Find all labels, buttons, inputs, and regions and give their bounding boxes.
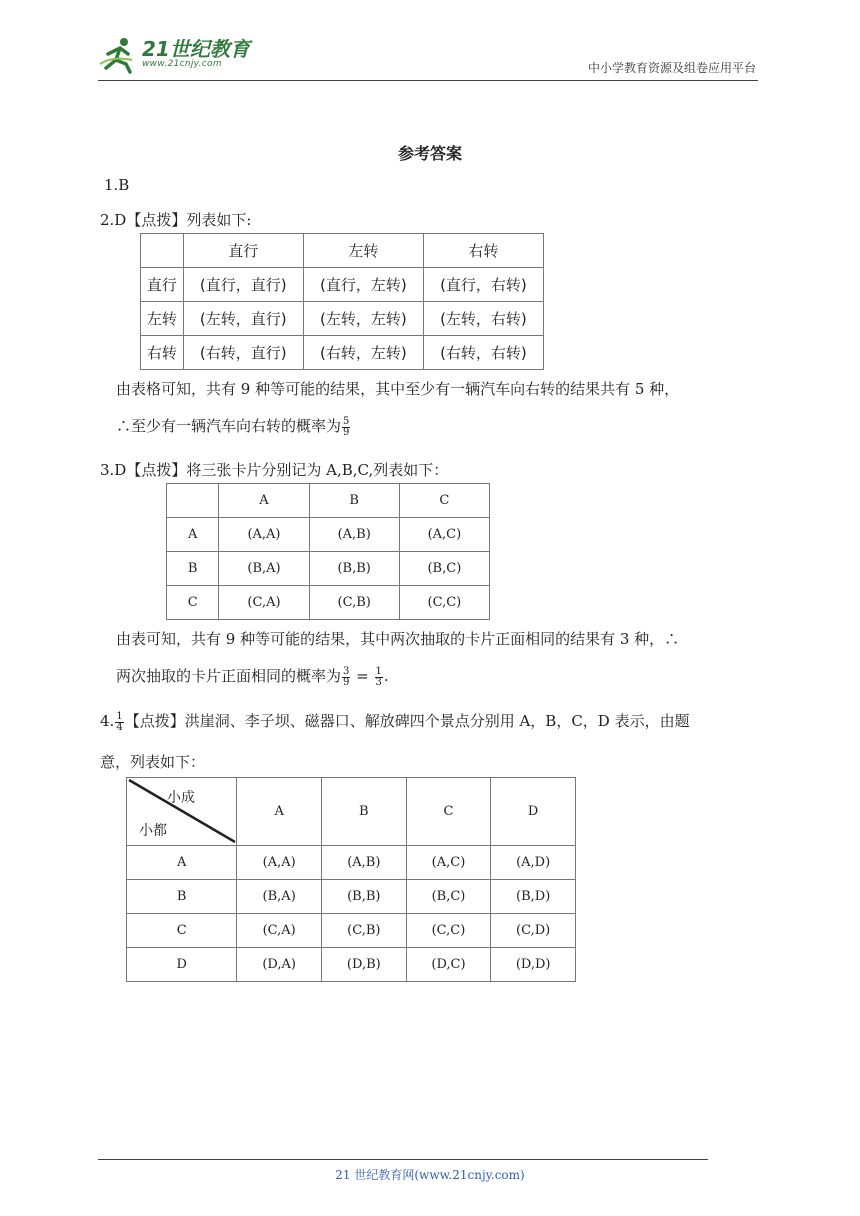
answer-3-conclusion <box>116 665 389 688</box>
table-cell: (B,D) <box>491 880 576 914</box>
period: . <box>383 667 389 685</box>
table-cell: (D,D) <box>491 948 576 982</box>
answer-2-explain: 由表格可知，共有 9 种等可能的结果，其中至少有一辆汽车向右转的结果共有 5 种， <box>116 380 680 398</box>
table-cell: A <box>127 846 237 880</box>
table-cell: (C,D) <box>491 914 576 948</box>
table-row <box>141 268 544 302</box>
table-cell: (A,B) <box>321 846 406 880</box>
header-tagline: 中小学教育资源及组卷应用平台 <box>587 61 756 75</box>
table-cell: (A,B) <box>309 518 399 552</box>
table-cell: 右转 <box>423 234 543 268</box>
table-cell: (D,A) <box>237 948 322 982</box>
answer-3-lead: 3.D【点拨】将三张卡片分别记为 A,B,C,列表如下： <box>100 461 449 479</box>
table-cell: (右转，直行) <box>183 336 303 370</box>
fraction-numerator: 5 <box>343 415 350 427</box>
table-cell: C <box>167 586 219 620</box>
fraction-denominator: 9 <box>343 676 350 688</box>
page-header <box>98 28 758 81</box>
table-cell: 直行 <box>183 234 303 268</box>
table-cell: 直行 <box>141 268 184 302</box>
table-cell: A <box>237 778 322 846</box>
table-cell: B <box>127 880 237 914</box>
table-row <box>167 586 490 620</box>
fraction-numerator: 1 <box>116 710 123 722</box>
table-row <box>167 552 490 586</box>
table-header-row <box>141 234 544 268</box>
table-header-row <box>167 484 490 518</box>
table-cell: (C,B) <box>309 586 399 620</box>
table-cell: (D,C) <box>406 948 491 982</box>
table-cell: (B,B) <box>309 552 399 586</box>
table-cell: (直行，直行) <box>183 268 303 302</box>
footer-link[interactable]: 21 世纪教育网(www.21cnjy.com) <box>335 1168 525 1182</box>
table-cell: (A,D) <box>491 846 576 880</box>
table-cell: B <box>309 484 399 518</box>
diagonal-header-cell <box>127 778 237 846</box>
table-cell: (D,B) <box>321 948 406 982</box>
table-cell: 右转 <box>141 336 184 370</box>
table-cell: A <box>219 484 309 518</box>
answer-4-lead-text: 【点拨】洪崖洞、李子坝、磁器口、解放碑四个景点分别用 A，B，C，D 表示，由题 <box>124 712 690 730</box>
logo <box>98 32 250 76</box>
fraction-numerator: 3 <box>343 665 350 677</box>
table-cell: (C,B) <box>321 914 406 948</box>
fraction <box>375 667 383 688</box>
answer-1: 1.B <box>104 176 130 194</box>
table-q3 <box>166 483 490 620</box>
fraction-numerator: 1 <box>375 665 382 677</box>
page-title: 参考答案 <box>397 144 462 163</box>
table-cell: (C,A) <box>237 914 322 948</box>
table-cell: C <box>127 914 237 948</box>
table-cell: (C,C) <box>406 914 491 948</box>
table-cell: (右转，左转) <box>303 336 423 370</box>
table-row <box>127 846 576 880</box>
table-cell <box>141 234 184 268</box>
answer-3-explain: 由表可知，共有 9 种等可能的结果，其中两次抽取的卡片正面相同的结果有 3 种，∴ <box>116 630 680 648</box>
table-cell: (B,C) <box>399 552 489 586</box>
table-cell: D <box>491 778 576 846</box>
table-cell: A <box>167 518 219 552</box>
runner-logo-icon <box>98 34 138 74</box>
answer-2-lead: 2.D【点拨】列表如下: <box>100 211 252 229</box>
fraction <box>342 667 350 688</box>
table-row <box>167 518 490 552</box>
table-cell: (左转，左转) <box>303 302 423 336</box>
table-row <box>141 302 544 336</box>
answer-4-lead <box>100 710 690 733</box>
table-cell: (C,C) <box>399 586 489 620</box>
table-row <box>127 914 576 948</box>
fraction-denominator: 9 <box>343 426 350 438</box>
table-cell: D <box>127 948 237 982</box>
logo-text: 21世纪教育 <box>142 37 250 61</box>
table-cell: C <box>399 484 489 518</box>
footer-divider <box>98 1159 708 1160</box>
answer-2-conclusion-text: ∴至少有一辆汽车向右转的概率为 <box>116 417 342 435</box>
fraction <box>115 712 123 733</box>
table-q2 <box>140 233 544 370</box>
table-cell: (A,A) <box>219 518 309 552</box>
equals-sign: = <box>351 667 374 685</box>
table-cell: B <box>321 778 406 846</box>
table-row <box>127 880 576 914</box>
answer-3-conclusion-text: 两次抽取的卡片正面相同的概率为 <box>116 667 342 685</box>
table-cell: (A,C) <box>399 518 489 552</box>
table-cell: (B,A) <box>219 552 309 586</box>
table-cell: 左转 <box>141 302 184 336</box>
table-cell: (右转，右转) <box>423 336 543 370</box>
table-cell: B <box>167 552 219 586</box>
table-cell: (左转，直行) <box>183 302 303 336</box>
answer-4-prefix: 4. <box>100 712 115 730</box>
table-cell: 左转 <box>303 234 423 268</box>
answer-2-conclusion <box>116 415 351 438</box>
table-cell: (C,A) <box>219 586 309 620</box>
corner-label-bottom: 小都 <box>139 823 167 839</box>
fraction-denominator: 4 <box>116 721 123 733</box>
table-cell: (B,C) <box>406 880 491 914</box>
logo-url: www.21cnjy.com <box>142 59 222 69</box>
table-cell <box>167 484 219 518</box>
table-cell: (B,B) <box>321 880 406 914</box>
fraction <box>342 417 350 438</box>
table-cell: (B,A) <box>237 880 322 914</box>
table-cell: (直行，右转) <box>423 268 543 302</box>
table-cell: C <box>406 778 491 846</box>
table-cell: (A,C) <box>406 846 491 880</box>
table-cell: (直行，左转) <box>303 268 423 302</box>
table-cell: (A,A) <box>237 846 322 880</box>
fraction-denominator: 3 <box>375 676 382 688</box>
table-row <box>141 336 544 370</box>
table-header-row <box>127 778 576 846</box>
table-row <box>127 948 576 982</box>
corner-label-top: 小成 <box>167 790 195 806</box>
answer-4-lead-2: 意，列表如下： <box>100 753 206 771</box>
table-cell: (左转，右转) <box>423 302 543 336</box>
table-q4 <box>126 777 576 982</box>
